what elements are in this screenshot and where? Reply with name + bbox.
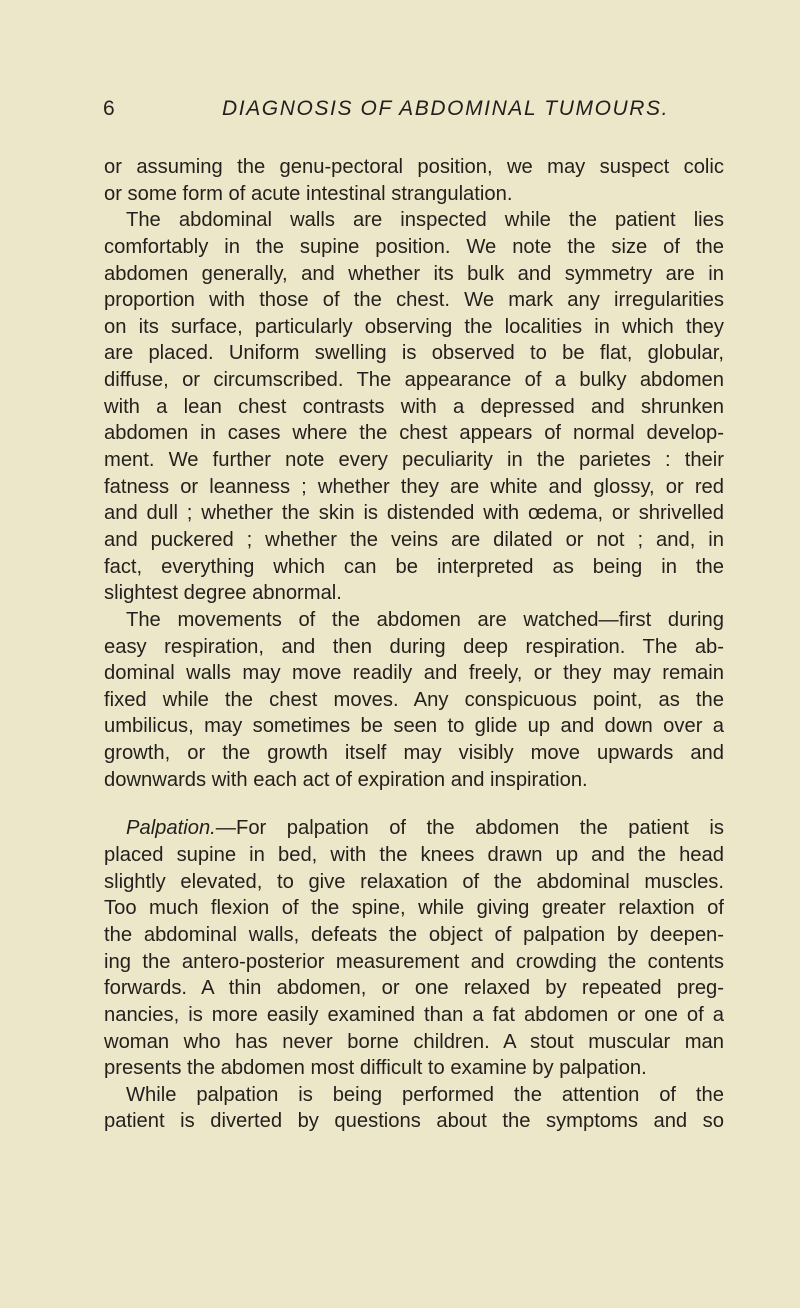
text-line: forwards. A thin abdomen, or one relaxed by repeated preg- [104,977,724,1000]
text-line: While palpation is being performed the attention of the [126,1083,724,1106]
text-line: The abdominal walls are inspected while the patient lies [126,209,724,232]
text-line: or assuming the genu-pectoral position, we may suspect colic [104,156,724,178]
text-line: presents the abdomen most difficult to examine by palpation. [104,1057,647,1080]
text-line: abdomen in cases where the chest appears of normal develop- [104,422,724,445]
text-line: with a lean chest contrasts with a depressed and shrunken [104,395,724,418]
text-line: fixed while the chest moves. Any conspicuous point, as the [104,688,724,711]
paragraph-gap [104,793,724,815]
text-line: proportion with those of the chest. We mark any irregularities [104,289,724,312]
text-line: patient is diverted by questions about the symptoms and so [104,1110,724,1133]
text-line: the abdominal walls, defeats the object of palpation by deepen- [104,923,724,946]
text-span: —For palpation of the abdomen the patient is [215,817,724,840]
text-line: on its surface, particularly observing the localities in which they [104,315,724,338]
text-line: fact, everything which can be interpreted as being in the [104,555,724,578]
text-line: easy respiration, and then during deep respiration. The ab- [104,635,724,658]
text-line: abdomen generally, and whether its bulk and symmetry are in [104,262,724,285]
text-line: ing the antero-posterior measurement and crowding the contents [104,950,724,973]
body-text [104,154,724,1135]
text-line: downwards with each act of expiration and inspiration. [104,768,588,791]
text-line: fatness or leanness ; whether they are white and glossy, or red [104,475,724,498]
palpation-first-line [104,815,724,842]
running-title: DIAGNOSIS OF ABDOMINAL TUMOURS. [222,97,670,120]
running-header [0,98,800,138]
text-line: slightest degree abnormal. [104,582,342,605]
text-line: growth, or the growth itself may visibly move upwards and [104,742,724,765]
text-line: The movements of the abdomen are watched—first during [126,608,724,631]
text-line: woman who has never borne children. A stout muscular man [104,1030,724,1053]
text-line: are placed. Uniform swelling is observed to be flat, globular, [104,342,724,365]
text-line: umbilicus, may sometimes be seen to glide up and down over a [104,715,724,738]
page-number: 6 [103,97,116,120]
text-line: and puckered ; whether the veins are dilated or not ; and, in [104,528,724,551]
text-line: and dull ; whether the skin is distended with œdema, or shrivelled [104,502,724,525]
text-line: dominal walls may move readily and freely, or they may remain [104,662,724,685]
text-line: slightly elevated, to give relaxation of the abdominal muscles. [104,870,724,893]
text-line: nancies, is more easily examined than a fat abdomen or one of a [104,1003,724,1026]
text-line: comfortably in the supine position. We note the size of the [104,235,724,258]
text-line: placed supine in bed, with the knees drawn up and the head [104,844,724,867]
text-line: diffuse, or circumscribed. The appearance of a bulky abdomen [104,369,724,392]
text-line: ment. We further note every peculiarity in the parietes : their [104,449,724,472]
section-heading: Palpation. [126,817,216,840]
text-line: Too much flexion of the spine, while giving greater relaxtion of [104,897,724,920]
text-line: or some form of acute intestinal strangulation. [104,182,513,205]
